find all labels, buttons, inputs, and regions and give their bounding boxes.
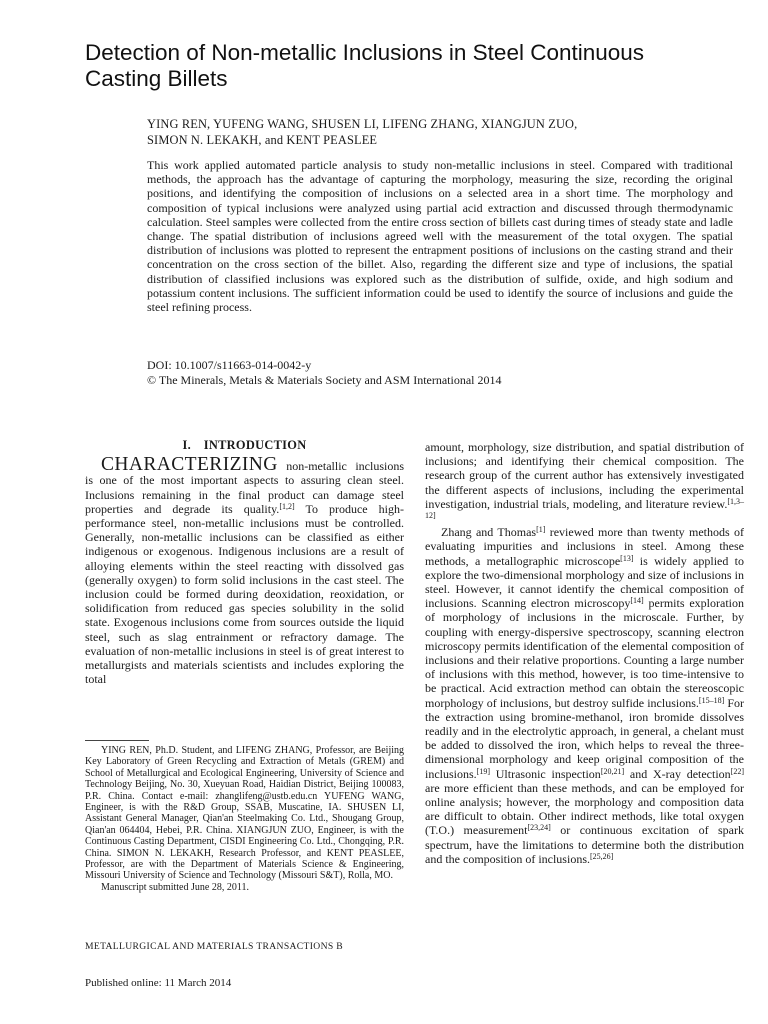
right-column: [425, 440, 744, 866]
right-paragraph-1: [425, 440, 744, 525]
right-text-d: is widely applied to explore the two-dimensional morphology and size of inclusions in steel. However, it cannot identify the chemical composition of inclusions. Scanning electron microscopy: [425, 553, 744, 611]
section-heading-introduction: I. INTRODUCTION: [182, 438, 307, 452]
right-text-h: and X-ray detection: [624, 766, 731, 781]
right-text-b: Zhang and Thomas: [441, 525, 537, 540]
right-paragraph-2: [425, 525, 744, 866]
citation-14: [14]: [630, 596, 644, 606]
abstract: This work applied automated particle analysis to study non-metallic inclusions in steel. Compared with traditional methods, the approach has the advantage of capturing the morphology, measuring the size, recording the original positions, and identifying the composition of inclusions on a selected area in a short time. The morphology and composition of typical inclusions were analyzed using partial acid extraction and discussed through thermodynamic calculation. Steel samples were collected from the entire cross section of billets cast during times of steady state and ladle change. The spatial distribution of inclusions agreed well with the measurement of the total oxygen. The spatial distribution of inclusions was plotted to represent the entrapment positions of inclusions on the casting strand and their concentration on the cross section of the billet. Also, regarding the different size and type of inclusions, the spatial distribution of classified inclusions was explored such as the distribution of sulfide, oxide, and high sodium and potassium content inclusions. The sufficient information could be used to identify the source of inclusions and guide the steel refining process.: [147, 158, 733, 315]
footnote-affiliations: YING REN, Ph.D. Student, and LIFENG ZHANG, Professor, are Beijing Key Laboratory of Green Recycling and Extraction of Metals (GREM) and School of Metallurgical and Ecological Engineering, University of Science and Technology Beijing, No. 30, Xueyuan Road, Haidian District, Beijing 100083, P.R. China. Contact e-mail: zhanglifeng@ustb.edu.cn YUFENG WANG, Engineer, is with the R&D Group, SSAB, Muscatine, IA. SHUSEN LI, Assistant General Manager, Qian'an Steelmaking Co. Ltd., Shougang Group, Qian'an 064404, Hebei, P.R. China. XIANGJUN ZUO, Engineer, is with the Continuous Casting Department, CISDI Engineering Co. Ltd., Chongqing, P.R. China. SIMON N. LEKAKH, Research Professor, and KENT PEASLEE, Professor, are with the Department of Materials Science & Engineering, Missouri University of Science and Technology (Missouri S&T), Rolla, MO.: [85, 745, 404, 882]
citation-25-26: [25,26]: [589, 851, 614, 861]
citation-23-24: [23,24]: [527, 823, 551, 833]
citation-19: [19]: [476, 766, 490, 776]
right-text-e: permits exploration of morphology of inclusions in the microscale. Further, by coupling with energy-dispersive spectroscopy, scanning electron microscopy permits identification of the elemental composition of inclusions and their relative proportions. Counting a large number of inclusions with this method, however, is too time-intensive to be practical. Acid extraction method can obtain the stereoscopic morphology of inclusions, but destroy sulfide inclusions.: [425, 596, 744, 710]
footnote-divider: [85, 740, 149, 741]
authors-line-2: SIMON N. LEKAKH, and KENT PEASLEE: [147, 133, 378, 147]
intro-text-b: To produce high-performance steel, non-metallic inclusions must be controlled. Generally, non-metallic inclusions can be classified as either indigenous or exogenous. Indigenous inclusions are a result of alloying elements within the steel reacting with dissolved gas (generally oxygen) to form solid inclusions in the cast steel. The inclusion could be formed during deoxidation, reoxidation, or solidification from reduced gas species solubility in the solid state. Exogenous inclusions come from sources outside the liquid steel, such as slag entrainment or refractory damage. The evaluation of non-metallic inclusions in steel is of great interest to metallurgists and materials scientists and includes exploring the total: [85, 501, 404, 687]
title-line-2: Casting Billets: [85, 66, 228, 91]
citation-22: [22]: [730, 766, 745, 776]
published-date: Published online: 11 March 2014: [85, 977, 232, 989]
right-text-g: Ultrasonic inspection: [490, 766, 601, 781]
right-text-i: are more efficient than these methods, and can be employed for online analysis; however, the morphology and composition data are difficult to obtain. Other indirect methods, like total oxygen (T.O.) measurement: [425, 780, 744, 838]
intro-paragraph-1: [85, 454, 404, 687]
right-text-j: or continuous excitation of spark spectrum, have the limitations to determine both the distribution and the composition of inclusions.: [425, 823, 744, 866]
citation-1-2: [1,2]: [279, 501, 295, 511]
right-text-f: For the extraction using bromine-methanol, iron bromide dissolves readily and in the electrolytic approach, in general, a chelant must be added to dissolved the iron, which helps to reveal the three-dimensional morphology and keep original composition of the inclusions.: [425, 695, 745, 781]
citation-15-18: [15–18]: [698, 695, 725, 705]
journal-name: METALLURGICAL AND MATERIALS TRANSACTIONS B: [85, 941, 344, 952]
footnote-submitted: Manuscript submitted June 28, 2011.: [101, 881, 249, 893]
citation-20-21: [20,21]: [600, 766, 625, 776]
copyright: © The Minerals, Metals & Materials Society and ASM International 2014: [147, 373, 502, 387]
author-list: [147, 116, 667, 148]
citation-1-3-12: [1,3–12]: [425, 496, 744, 521]
title-line-1: Detection of Non-metallic Inclusions in Steel Continuous: [85, 40, 645, 65]
doi: DOI: 10.1007/s11663-014-0042-y: [147, 358, 312, 372]
author-affiliations-footnote: [85, 745, 404, 893]
publication-info: [147, 358, 733, 388]
drop-cap-word: CHARACTERIZING: [101, 454, 278, 476]
right-text-c: reviewed more than twenty methods of evaluating impurities and inclusions in steel. Among these methods, a metallographic microscope: [425, 525, 744, 568]
right-text-a: amount, morphology, size distribution, and spatial distribution of inclusions; and identifying their chemical composition. The research group of the current author has extensively investigated the different aspects of inclusions, including the experimental investigation, industrial trials, modeling, and literature review.: [425, 440, 744, 511]
citation-13: [13]: [620, 553, 634, 563]
left-column: [85, 438, 404, 686]
intro-text-a: non-metallic inclusions is one of the most important aspects to assuring clean steel. Inclusions remaining in the final product can damage steel properties and degrade its quality.: [85, 459, 404, 516]
citation-1: [1]: [536, 525, 546, 535]
authors-line-1: YING REN, YUFENG WANG, SHUSEN LI, LIFENG ZHANG, XIANGJUN ZUO,: [147, 117, 578, 131]
article-title: [85, 40, 725, 92]
